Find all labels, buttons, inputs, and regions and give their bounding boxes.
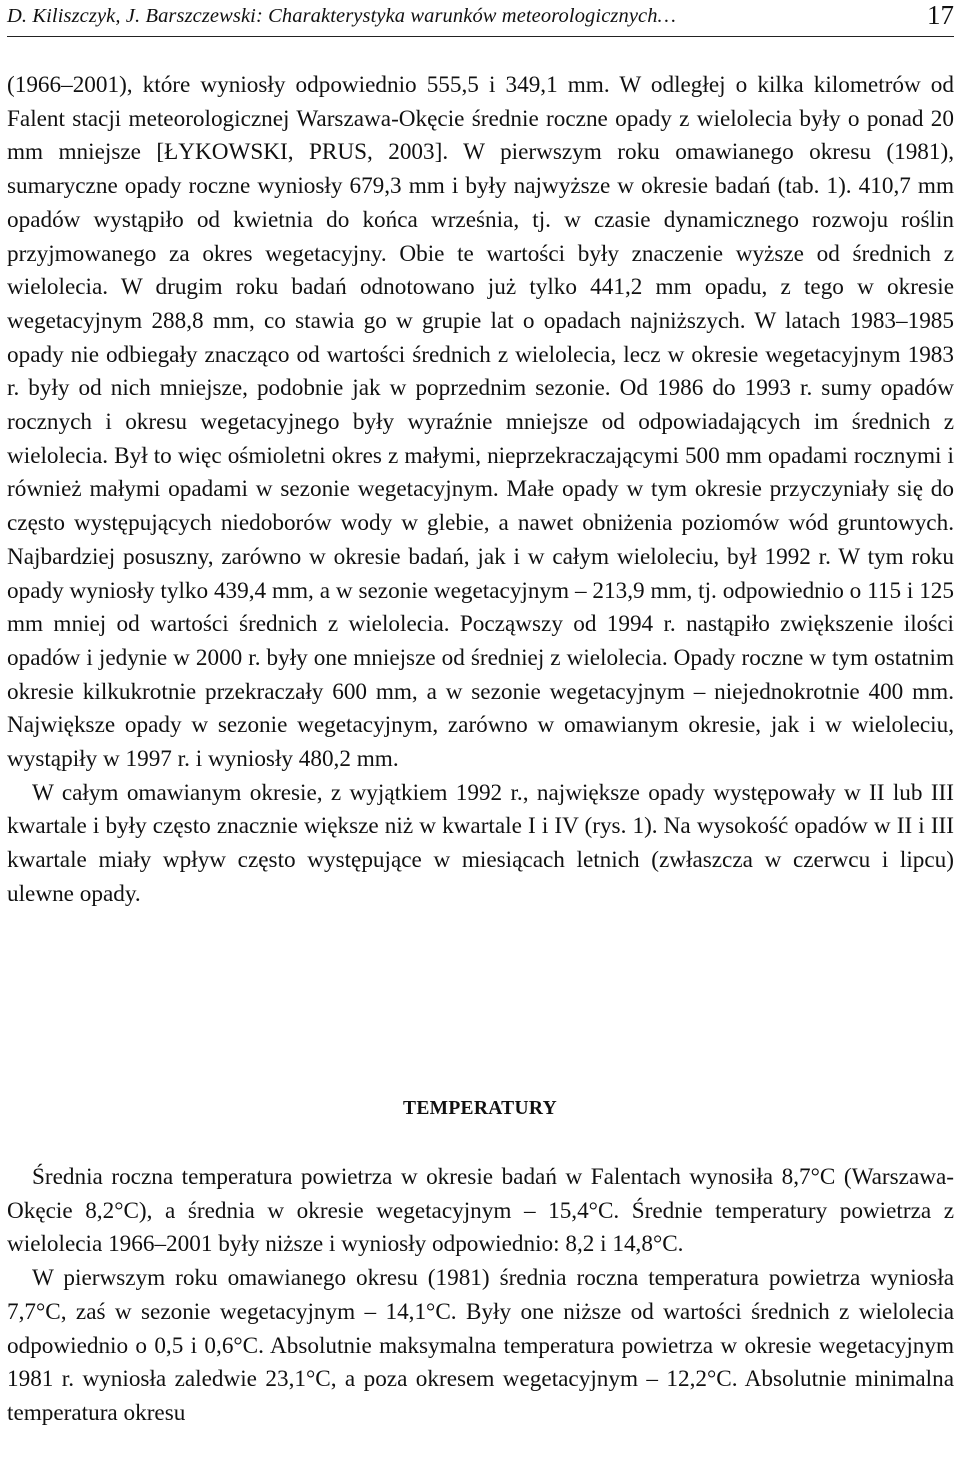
running-title: D. Kiliszczyk, J. Barszczewski: Charakterystyka warunków meteorologicznych…: [7, 5, 676, 27]
paragraph-mean-temperature: Średnia roczna temperatura powietrza w okresie badań w Falentach wynosiła 8,7°C (Warszawa-Okęcie 8,2°C), a średnia w okresie wegetacyjnym – 15,4°C. Średnie temperatury powietrza z wielolecia 1966–2001 były niższe i wyniosły odpowiednio: 8,2 i 14,8°C.: [7, 1164, 954, 1258]
precipitation-text: [7, 69, 954, 912]
paragraph-first-year-temperature: W pierwszym roku omawianego okresu (1981) średnia roczna temperatura powietrza wyniosła 7,7°C, zaś w sezonie wegetacyjnym – 14,1°C. Były one niższe od wartości średnich z wielolecia odpowiednio o 0,5 i 0,6°C. Absolutnie maksymalna temperatura powietrza w okresie wegetacyjnym 1981 r. wyniosła zaledwie 23,1°C, a poza okresem wegetacyjnym – 12,2°C. Absolutnie minimalna temperatura okresu: [7, 1265, 954, 1426]
temperature-text: [7, 1161, 954, 1431]
paragraph-precipitation-continued: (1966–2001), które wyniosły odpowiednio 555,5 i 349,1 mm. W odległej o kilka kilometrów od Falent stacji meteorologicznej Warszawa-Okęcie średnie roczne opady z wielolecia były o ponad 20 mm mniejsze [ŁYKOWSKI, PRUS, 2003]. W pierwszym roku omawianego okresu (1981), sumaryczne opady roczne wyniosły 679,3 mm i były najwyższe w okresie badań (tab. 1). 410,7 mm opadów wystąpiło od kwietnia do końca września, tj. w czasie dynamicznego rozwoju roślin przyjmowanego za okres wegetacyjny. Obie te wartości były znaczenie wyższe od średnich z wielolecia. W drugim roku badań odnotowano już tylko 441,2 mm opadu, z tego w okresie wegetacyjnym 288,8 mm, co stawia go w grupie lat o opadach najniższych. W latach 1983–1985 opady nie odbiegały znacząco od wartości średnich z wielolecia, lecz w okresie wegetacyjnym 1983 r. były od nich mniejsze, podobnie jak w poprzednim sezonie. Od 1986 do 1993 r. sumy opadów rocznych i okresu wegetacyjnego były wyraźnie mniejsze od odpowiadających im średnich z wielolecia. Był to więc ośmioletni okres z małymi, nieprzekraczającymi 500 mm opadami rocznymi i również małymi opadami w sezonie wegetacyjnym. Małe opady w tym okresie przyczyniały się do często występujących niedoborów wody w glebie, a nawet obniżenia poziomów wód gruntowych. Najbardziej posuszny, zarówno w okresie badań, jak i w całym wieloleciu, był 1992 r. W tym roku opady wyniosły tylko 439,4 mm, a w sezonie wegetacyjnym – 213,9 mm, tj. odpowiednio o 115 i 125 mm mniej od wartości średnich z wielolecia. Począwszy od 1994 r. nastąpiło zwiększenie ilości opadów i jedynie w 2000 r. były one mniejsze od średniej z wielolecia. Opady roczne w tym ostatnim okresie kilkukrotnie przekraczały 600 mm, a w sezonie wegetacyjnym – niejednokrotnie 400 mm. Największe opady w sezonie wegetacyjnym, zarówno w omawianym okresie, jak i w wieloleciu, wystąpiły w 1997 r. i wyniosły 480,2 mm.: [7, 72, 954, 773]
paragraph-quarterly-precipitation: W całym omawianym okresie, z wyjątkiem 1992 r., największe opady występowały w II lub III kwartale i były często znacznie większe niż w kwartale I i IV (rys. 1). Na wysokość opadów w II i III kwartale miały wpływ często występujące w miesiącach letnich (zwłaszcza w czerwcu i lipcu) ulewne opady.: [7, 779, 954, 907]
running-header: [7, 2, 954, 37]
page-number: 17: [927, 0, 954, 30]
section-heading: TEMPERATURY: [403, 1098, 557, 1119]
